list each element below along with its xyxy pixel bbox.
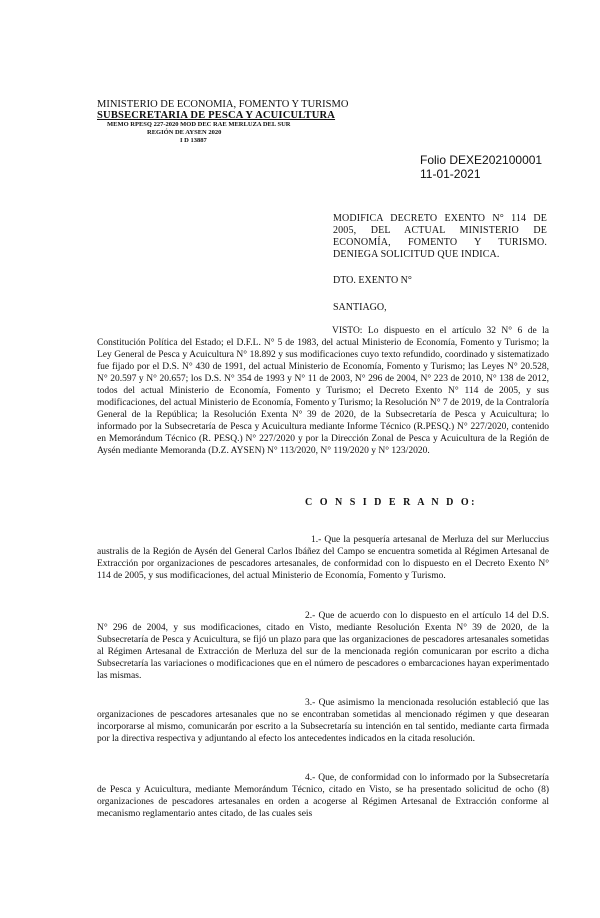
- visto-text: VISTO: Lo dispuesto en el artículo 32 N° 6 de la Constitución Política del Estado; el D.F.L. N° 5 de 1983, del actual Ministerio de Economía, Fomento y Turismo; la Ley General de Pesca y Acuicultura N° 18.892 y sus modificaciones cuyo texto refundido, coordinado y sistematizado fue fijado por el D.S. N° 430 de 1991, del actual Ministerio de Economía, Fomento y Turismo; las Leyes N° 20.528, N° 20.597 y N° 20.657; los D.S. N° 354 de 1993 y N° 11 de 2003, N° 296 de 2004, N° 223 de 2010, N° 138 de 2012, todos del actual Ministerio de Economía, Fomento y Turismo; el Decreto Exento N° 114 de 2005, y sus modificaciones, del actual Ministerio de Economía, Fomento y Turismo; la Resolución N° 7 de 2019, de la Contraloría General de la República; la Resolución Exenta N° 39 de 2020, de la Subsecretaría de Pesca y Acuicultura; lo informado por la Subsecretaría de Pesca y Acuicultura mediante Informe Técnico (R.PESQ.) N° 227/2020, contenido en Memorándum Técnico (R. PESQ.) N° 227/2020 y por la Dirección Zonal de Pesca y Acuicultura de la Región de Aysén mediante Memoranda (D.Z. AYSEN) N° 113/2020, N° 119/2020 y N° 123/2020.: [97, 326, 549, 456]
- memo-id: I D 13887: [180, 137, 207, 144]
- place-label: SANTIAGO,: [333, 302, 387, 313]
- considerando-3-text: 3.- Que asimismo la mencionada resolución estableció que las organizaciones de pescadores artesanales que no se encontraban sometidas al mencionado régimen y que desearan incorporarse al mismo, comunicarán por escrito a la Subsecretaría su intención en tal sentido, mediante carta firmada por la directiva respectiva y adjuntando al efecto los antecedentes indicados en la citada resolución.: [97, 698, 549, 744]
- memo-reference: MEMO RPESQ 227-2020 MOD DEC RAE MERLUZA DEL SUR: [107, 121, 291, 128]
- considerando-3: [97, 697, 549, 745]
- ministry-name: MINISTERIO DE ECONOMIA, FOMENTO Y TURISMO: [97, 99, 349, 110]
- folio-number: Folio DEXE202100001: [420, 153, 543, 167]
- decree-number-label: DTO. EXENTO N°: [333, 275, 412, 286]
- folio-block: [420, 153, 542, 181]
- considerando-2-text: 2.- Que de acuerdo con lo dispuesto en el artículo 14 del D.S. N° 296 de 2004, y sus modificaciones, citado en Visto, mediante Resolución Exenta N° 39 de 2020, de la Subsecretaría de Pesca y Acuicultura, se fijó un plazo para que las organizaciones de pescadores artesanales sometidas al Régimen Artesanal de Extracción de Merluza del sur de la mencionada región comunicaran por escrito a dicha Subsecretaría las variaciones o modificaciones que en el número de pescadores o embarcaciones hayan experimentado las mismas.: [97, 611, 549, 681]
- considerando-1-text: 1.- Que la pesquería artesanal de Merluza del sur Merluccius australis de la Región de Aysén del General Carlos Ibáñez del Campo se encuentra sometida al Régimen Artesanal de Extracción por organizaciones de pescadores artesanales, de conformidad con lo dispuesto en el Decreto Exento N° 114 de 2005, y sus modificaciones, del actual Ministerio de Economía, Fomento y Turismo.: [97, 535, 549, 581]
- subsecretaria-name: SUBSECRETARIA DE PESCA Y ACUICULTURA: [97, 110, 336, 121]
- considerando-4: [97, 772, 549, 820]
- considerando-heading: C O N S I D E R A N D O:: [305, 497, 477, 508]
- folio-date: 11-01-2021: [420, 167, 481, 181]
- letterhead: [97, 99, 387, 145]
- considerando-4-text: 4.- Que, de conformidad con lo informado por la Subsecretaría de Pesca y Acuicultura, mediante Memorándum Técnico, citado en Visto, se ha presentado solicitud de ocho (8) organizaciones de pescadores artesanales en orden a acogerse al Régimen Artesanal de Extracción conforme al mecanismo reglamentario antes citado, de las cuales seis: [97, 773, 549, 819]
- visto-paragraph: [97, 325, 549, 457]
- considerando-1: [97, 534, 549, 582]
- memo-region: REGIÓN DE AYSEN 2020: [147, 129, 222, 136]
- considerando-2: [97, 610, 549, 682]
- decree-title: MODIFICA DECRETO EXENTO N° 114 DE 2005, DEL ACTUAL MINISTERIO DE ECONOMÍA, FOMENTO Y TURISMO. DENIEGA SOLICITUD QUE INDICA.: [333, 213, 547, 260]
